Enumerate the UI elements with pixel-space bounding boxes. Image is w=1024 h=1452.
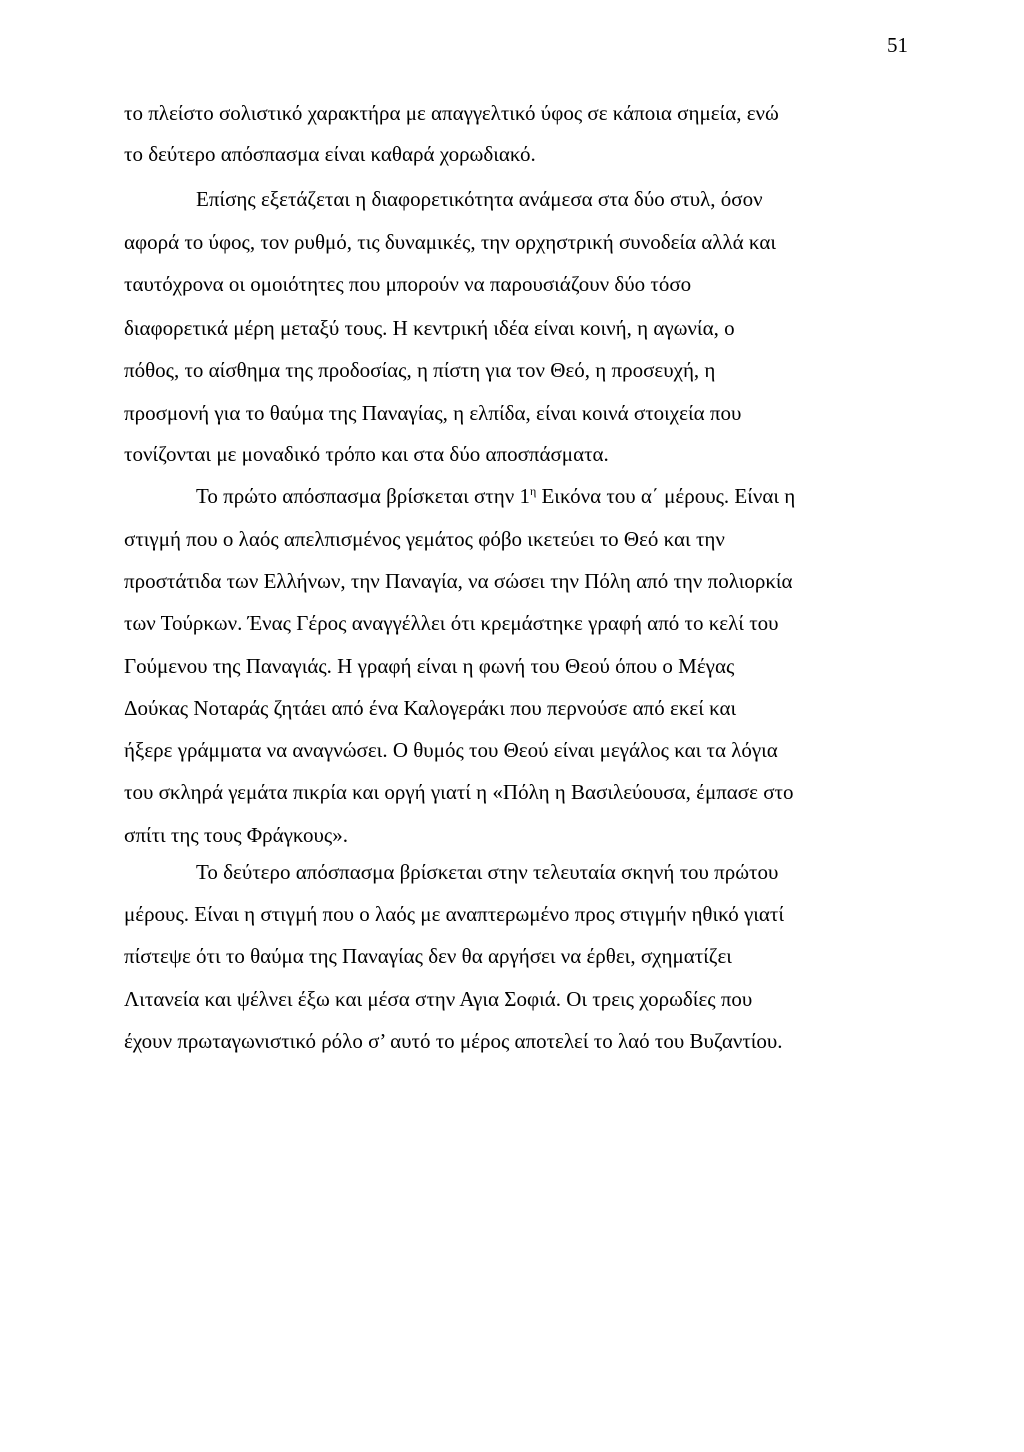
text-line: πόθος, το αίσθημα της προδοσίας, η πίστη για τον Θεό, η προσευχή, η — [124, 358, 716, 382]
text-line: προσμονή για το θαύμα της Παναγίας, η ελπίδα, είναι κοινά στοιχεία που — [124, 401, 742, 425]
ordinal-superscript: η — [529, 484, 537, 498]
text-fragment: Το πρώτο απόσπασμα βρίσκεται στην 1 — [196, 484, 530, 508]
text-line: το δεύτερο απόσπασμα είναι καθαρά χορωδιακό. — [124, 142, 536, 166]
text-line: διαφορετικά μέρη μεταξύ τους. Η κεντρική ιδέα είναι κοινή, η αγωνία, ο — [124, 316, 735, 340]
text-line: του σκληρά γεμάτα πικρία και οργή γιατί η «Πόλη η Βασιλεύουσα, έμπασε στο — [124, 780, 794, 804]
text-line: σπίτι της τους Φράγκους». — [124, 823, 348, 847]
text-line: ήξερε γράμματα να αναγνώσει. Ο θυμός του Θεού είναι μεγάλος και τα λόγια — [124, 738, 778, 762]
text-line: των Τούρκων. Ένας Γέρος αναγγέλλει ότι κρεμάστηκε γραφή από το κελί του — [124, 611, 779, 635]
text-line: Γούμενου της Παναγιάς. Η γραφή είναι η φωνή του Θεού όπου ο Μέγας — [124, 654, 735, 678]
text-line: Δούκας Νοταράς ζητάει από ένα Καλογεράκι που περνούσε από εκεί και — [124, 696, 737, 720]
text-fragment: Εικόνα του α΄ μέρους. Είναι η — [536, 484, 796, 508]
text-line: έχουν πρωταγωνιστικό ρόλο σ’ αυτό το μέρος αποτελεί το λαό του Βυζαντίου. — [124, 1029, 783, 1053]
text-line: μέρους. Είναι η στιγμή που ο λαός με αναπτερωμένο προς στιγμήν ηθικό γιατί — [124, 902, 785, 926]
text-line: προστάτιδα των Ελλήνων, την Παναγία, να σώσει την Πόλη από την πολιορκία — [124, 569, 793, 593]
text-line: αφορά το ύφος, τον ρυθμό, τις δυναμικές, την ορχηστρική συνοδεία αλλά και — [124, 230, 776, 254]
text-line: πίστεψε ότι το θαύμα της Παναγίας δεν θα αργήσει να έρθει, σχηματίζει — [124, 944, 732, 968]
text-line: ταυτόχρονα οι ομοιότητες που μπορούν να παρουσιάζουν δύο τόσο — [124, 272, 692, 296]
text-line: το πλείστο σολιστικό χαρακτήρα με απαγγελτικό ύφος σε κάποια σημεία, ενώ — [124, 101, 779, 125]
page-number: 51 — [887, 33, 908, 57]
text-line: Λιτανεία και ψέλνει έξω και μέσα στην Αγια Σοφιά. Οι τρεις χορωδίες που — [124, 987, 753, 1011]
text-line: Επίσης εξετάζεται η διαφορετικότητα ανάμεσα στα δύο στυλ, όσον — [196, 187, 763, 211]
text-line: Το δεύτερο απόσπασμα βρίσκεται στην τελευταία σκηνή του πρώτου — [196, 860, 779, 884]
text-line — [196, 476, 795, 516]
text-line: στιγμή που ο λαός απελπισμένος γεμάτος φόβο ικετεύει το Θεό και την — [124, 527, 725, 551]
text-line: τονίζονται με μοναδικό τρόπο και στα δύο αποσπάσματα. — [124, 442, 609, 466]
